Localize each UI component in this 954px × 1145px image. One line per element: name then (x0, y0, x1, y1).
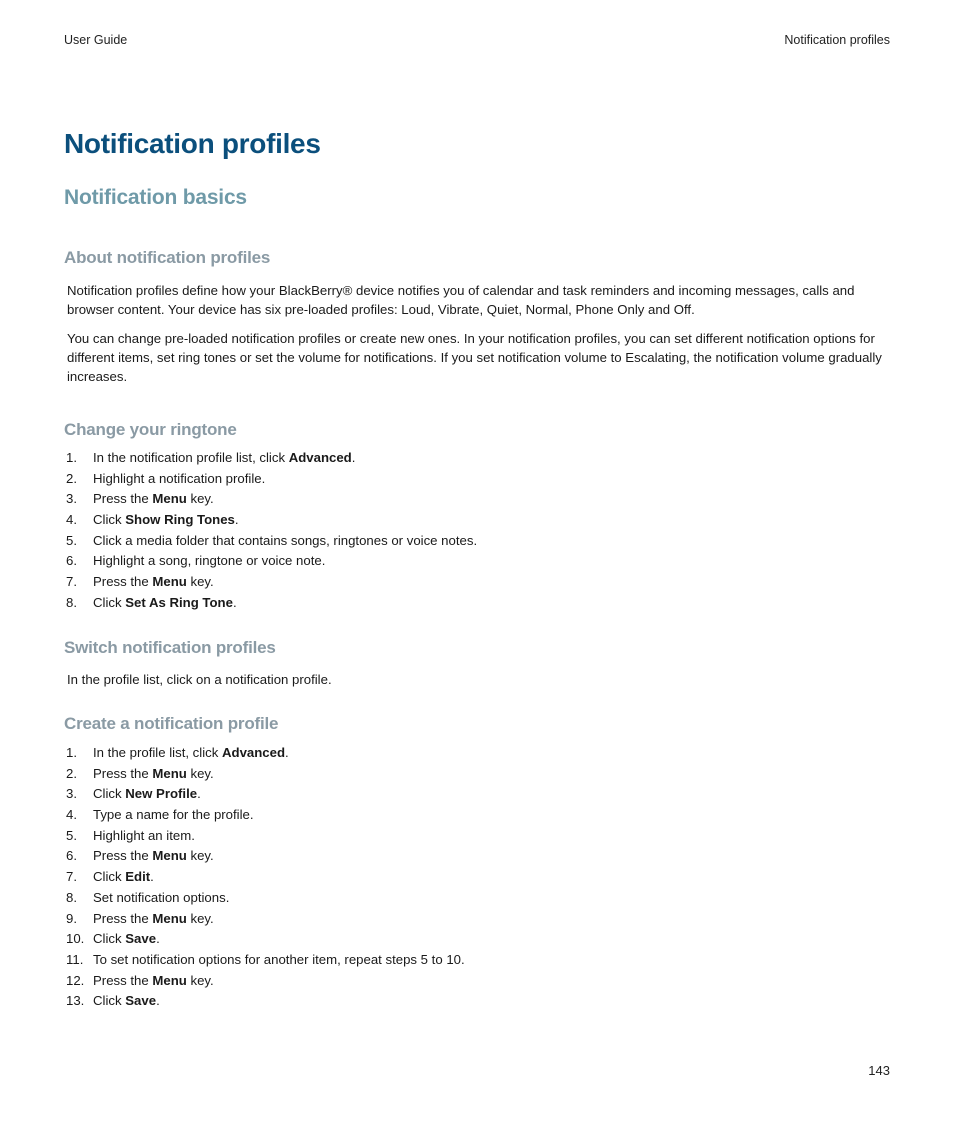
ringtone-steps (66, 448, 896, 614)
step-text-plain: In the profile list, click (93, 745, 222, 760)
step-text-suffix: . (351, 450, 356, 465)
step-number: 8. (66, 889, 77, 905)
step-number: 7. (66, 869, 77, 885)
step-text-plain: Click (93, 931, 126, 947)
step-text (93, 805, 254, 826)
list-item (66, 489, 896, 510)
step-text-plain: Click (93, 786, 126, 802)
list-item (66, 909, 896, 930)
step-number: 1. (66, 450, 77, 465)
step-number: 6. (66, 848, 77, 864)
step-ui-label: Menu (152, 848, 187, 864)
section-title: Notification basics (64, 186, 247, 209)
step-number: 10. (66, 931, 85, 947)
step-text-suffix: key. (186, 765, 214, 781)
step-number: 4. (66, 807, 77, 823)
step-text (93, 764, 214, 785)
step-text-plain: Highlight an item. (93, 827, 195, 843)
step-text (93, 826, 195, 847)
step-text-plain: In the notification profile list, click (93, 450, 289, 465)
step-text-plain: Click (93, 512, 126, 528)
step-number: 3. (66, 786, 77, 802)
list-item (66, 448, 896, 469)
step-ui-label: Menu (152, 972, 187, 988)
create-heading: Create a notification profile (64, 714, 279, 733)
about-paragraph-1: Notification profiles define how your BlackBerry® device notifies you of calendar and task reminders and incoming messages, calls and browser content. Your device has six pre-loaded profiles: Loud, Vibrate, Quiet, Normal, Phone Only and Off. (67, 283, 855, 317)
list-item (66, 826, 896, 847)
step-text-suffix: key. (186, 491, 214, 507)
list-item (66, 510, 896, 531)
running-header (64, 33, 890, 49)
step-text (93, 888, 229, 909)
step-text-suffix: key. (186, 972, 214, 988)
step-number: 5. (66, 827, 77, 843)
step-text-suffix: . (234, 512, 239, 528)
step-text-suffix: . (156, 993, 160, 1009)
list-item (66, 743, 896, 764)
step-text-plain: Set notification options. (93, 889, 230, 905)
list-item (66, 888, 896, 909)
step-ui-label: Menu (152, 491, 187, 507)
step-text (93, 929, 160, 950)
step-text-plain: Press the (93, 491, 153, 507)
page-number: 143 (868, 1063, 890, 1078)
step-number: 6. (66, 553, 77, 569)
step-ui-label: Edit (125, 869, 151, 885)
list-item (66, 867, 896, 888)
step-text-plain: To set notification options for another item, repeat steps 5 to 10. (93, 951, 465, 967)
step-text-plain: Type a name for the profile. (93, 807, 254, 823)
list-item (66, 971, 896, 992)
switch-paragraph: In the profile list, click on a notification profile. (67, 672, 332, 687)
step-text-suffix: key. (186, 910, 214, 926)
step-text (93, 448, 355, 469)
about-heading: About notification profiles (64, 248, 271, 267)
step-text (93, 531, 477, 552)
list-item (66, 469, 896, 490)
step-text (93, 593, 237, 614)
step-text-plain: Press the (93, 574, 153, 590)
step-number: 12. (66, 972, 85, 988)
step-text-suffix: . (285, 745, 289, 760)
step-ui-label: Set As Ring Tone (125, 594, 233, 610)
switch-heading: Switch notification profiles (64, 638, 276, 657)
step-text-plain: Click (93, 594, 126, 610)
step-ui-label: Advanced (288, 450, 352, 465)
step-text (93, 510, 239, 531)
list-item (66, 764, 896, 785)
step-ui-label: Menu (152, 765, 187, 781)
list-item (66, 784, 896, 805)
step-number: 5. (66, 532, 77, 548)
step-text-suffix: . (232, 594, 237, 610)
step-text (93, 572, 214, 593)
step-number: 11. (66, 951, 84, 967)
step-ui-label: Advanced (222, 745, 286, 760)
step-text-suffix: . (150, 869, 154, 885)
step-text (93, 551, 325, 572)
step-number: 2. (66, 765, 77, 781)
list-item (66, 531, 896, 552)
list-item (66, 551, 896, 572)
step-text-plain: Highlight a notification profile. (93, 470, 266, 486)
step-text (93, 950, 465, 971)
step-number: 2. (66, 470, 77, 486)
step-text-plain: Press the (93, 972, 153, 988)
step-number: 7. (66, 574, 77, 590)
step-number: 8. (66, 594, 77, 610)
step-text-plain: Click (93, 869, 126, 885)
step-number: 1. (66, 745, 77, 760)
step-text (93, 743, 289, 764)
step-ui-label: Menu (152, 574, 187, 590)
list-item (66, 950, 896, 971)
step-text (93, 971, 214, 992)
step-text-plain: Highlight a song, ringtone or voice note. (93, 553, 326, 569)
step-text-suffix: key. (186, 574, 214, 590)
step-text (93, 909, 214, 930)
step-text (93, 489, 214, 510)
about-paragraph-2: You can change pre-loaded notification profiles or create new ones. In your notification profiles, you can set different notification options for different items, set ring tones or set the volume for notifications. If you set notification volume to Escalating, the notification volume gradually increases. (67, 331, 882, 384)
list-item (66, 805, 896, 826)
list-item (66, 991, 896, 1012)
step-text-suffix: . (197, 786, 201, 802)
step-ui-label: Show Ring Tones (125, 512, 235, 528)
step-text (93, 784, 201, 805)
step-text (93, 867, 154, 888)
list-item (66, 593, 896, 614)
step-text (93, 846, 214, 867)
step-ui-label: Menu (152, 910, 187, 926)
page-title: Notification profiles (64, 128, 321, 159)
step-number: 9. (66, 910, 77, 926)
header-chapter-title: Notification profiles (784, 33, 890, 47)
step-number: 3. (66, 491, 77, 507)
create-steps (66, 743, 896, 1012)
list-item (66, 929, 896, 950)
step-text-plain: Click a media folder that contains songs, ringtones or voice notes. (93, 532, 478, 548)
step-text (93, 991, 160, 1012)
step-text-plain: Click (93, 993, 126, 1009)
step-number: 13. (66, 993, 85, 1009)
step-ui-label: New Profile (125, 786, 198, 802)
header-guide-title: User Guide (64, 33, 128, 47)
step-text-suffix: . (156, 931, 160, 947)
step-ui-label: Save (125, 931, 157, 947)
step-text (93, 469, 265, 490)
step-text-suffix: key. (186, 848, 214, 864)
step-text-plain: Press the (93, 765, 153, 781)
list-item (66, 846, 896, 867)
list-item (66, 572, 896, 593)
step-ui-label: Save (125, 993, 157, 1009)
ringtone-heading: Change your ringtone (64, 420, 237, 439)
step-text-plain: Press the (93, 848, 153, 864)
step-text-plain: Press the (93, 910, 153, 926)
step-number: 4. (66, 512, 77, 528)
